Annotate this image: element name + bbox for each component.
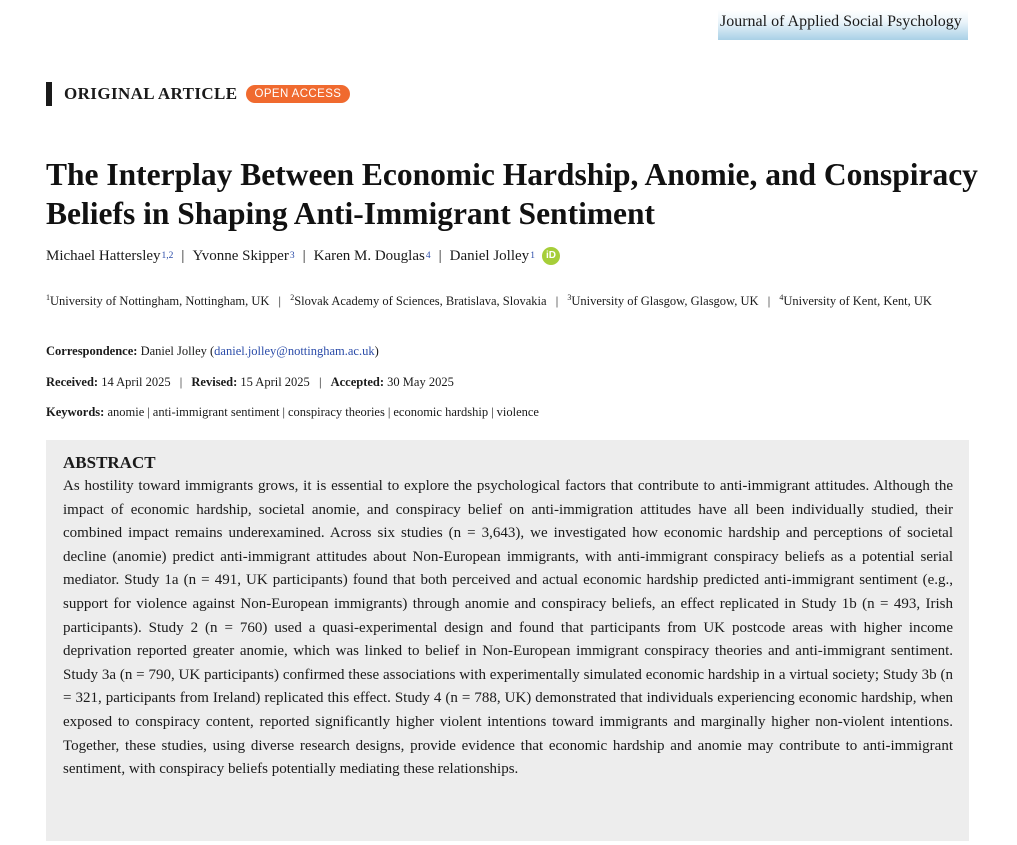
keyword[interactable]: violence <box>496 405 539 419</box>
article-dates <box>46 375 454 390</box>
affiliation-number: 1 <box>46 293 50 302</box>
author-list <box>46 247 560 265</box>
affiliation-text: Slovak Academy of Sciences, Bratislava, Slovakia <box>294 294 547 308</box>
affiliation-number: 3 <box>567 293 572 302</box>
author-name[interactable]: Michael Hattersley <box>46 247 161 264</box>
affiliation-text: University of Kent, Kent, UK <box>783 294 932 308</box>
correspondence-label: Correspondence: <box>46 344 138 358</box>
author-affiliation-mark[interactable]: 3 <box>289 251 295 261</box>
accepted-label: Accepted: <box>330 375 385 389</box>
affiliation-number: 2 <box>290 293 295 302</box>
affiliation-text: University of Glasgow, Glasgow, UK <box>571 294 759 308</box>
received-label: Received: <box>46 375 99 389</box>
author-separator: | <box>302 247 306 264</box>
open-access-badge: OPEN ACCESS <box>246 85 351 103</box>
accepted-date: 30 May 2025 <box>387 375 454 389</box>
date-separator: | <box>179 375 183 389</box>
abstract-text: As hostility toward immigrants grows, it is essential to explore the psychological factors that contribute to anti-immigrant attitudes. Although the impact of economic hardship, societal anomie, and conspiracy belief on anti-immigration attitudes have all been individually studied, their combined impact remains underexamined. Across six studies (n = 3,643), we investigated how economic hardship and perceptions of societal decline (anomie) predict anti-immigrant attitudes about Non-European immigrants, with anti-immigrant conspiracy beliefs as a potential serial mediator. Study 1a (n = 491, UK participants) found that both perceived and actual economic hardship predicted anti-immigrant sentiment (e.g., support for violence against Non-European immigrants) through anomie and conspiracy beliefs, an effect replicated in Study 1b (n = 493, Irish participants). Study 2 (n = 760) used a quasi-experimental design and found that participants from UK postcode areas with higher income deprivation reported greater anomie, which was linked to belief in Non-European immigrant conspiracy theories and anti-immigrant sentiment. Study 3a (n = 790, UK participants) confirmed these associations with experimentally simulated economic hardship in a virtual society; Study 3b (n = 321, participants from Ireland) replicated this effect. Study 4 (n = 788, UK) demonstrated that individuals experiencing economic hardship, when exposed to conspiracy content, reported significantly higher violent intentions toward immigrants and marginally higher non-violent intentions. Together, these studies, using diverse research designs, provide evidence that economic hardship and anomie may contribute to anti-immigrant sentiment, with conspiracy beliefs potentially mediating these relationships. <box>63 478 953 778</box>
revised-label: Revised: <box>191 375 238 389</box>
author-name[interactable]: Yvonne Skipper <box>192 247 289 264</box>
author-name[interactable]: Karen M. Douglas <box>313 247 425 264</box>
article-type-bar <box>46 82 52 106</box>
affiliations <box>46 288 966 311</box>
article-title: The Interplay Between Economic Hardship, Anomie, and Conspiracy Beliefs in Shaping Anti-Immigrant Sentiment <box>46 157 978 231</box>
keywords <box>46 405 539 420</box>
article-type-row <box>46 82 350 106</box>
keyword[interactable]: conspiracy theories <box>288 405 385 419</box>
affiliation-text: University of Nottingham, Nottingham, UK <box>50 294 270 308</box>
affiliation-separator: | <box>767 294 771 308</box>
received-date: 14 April 2025 <box>101 375 171 389</box>
keyword[interactable]: anti-immigrant sentiment <box>152 405 280 419</box>
article-type-label: ORIGINAL ARTICLE <box>64 84 238 103</box>
date-separator: | <box>318 375 322 389</box>
keyword-separator: | <box>491 405 494 419</box>
affiliation-number: 4 <box>779 293 784 302</box>
keyword[interactable]: economic hardship <box>393 405 489 419</box>
author-affiliation-mark[interactable]: 4 <box>425 251 431 261</box>
author-separator: | <box>181 247 185 264</box>
keyword-separator: | <box>387 405 391 419</box>
author-affiliation-mark[interactable]: 1 <box>530 251 535 261</box>
journal-name[interactable]: Journal of Applied Social Psychology <box>718 10 968 40</box>
keyword[interactable]: anomie <box>107 405 145 419</box>
correspondence-name: Daniel Jolley <box>140 344 207 358</box>
correspondence-email-link[interactable]: daniel.jolley@nottingham.ac.uk <box>214 344 375 358</box>
keywords-label: Keywords: <box>46 405 105 419</box>
author-name[interactable]: Daniel Jolley <box>449 247 530 264</box>
affiliation-separator: | <box>555 294 559 308</box>
abstract-heading: ABSTRACT <box>63 453 156 472</box>
author-affiliation-mark[interactable]: 1,2 <box>161 251 174 261</box>
orcid-icon[interactable]: iD <box>542 247 560 265</box>
keyword-separator: | <box>282 405 285 419</box>
author-separator: | <box>438 247 442 264</box>
keyword-separator: | <box>147 405 150 419</box>
correspondence: Correspondence: Daniel Jolley (daniel.jolley@nottingham.ac.uk) <box>46 344 379 358</box>
revised-date: 15 April 2025 <box>240 375 310 389</box>
abstract-box <box>46 440 969 841</box>
affiliation-separator: | <box>278 294 282 308</box>
